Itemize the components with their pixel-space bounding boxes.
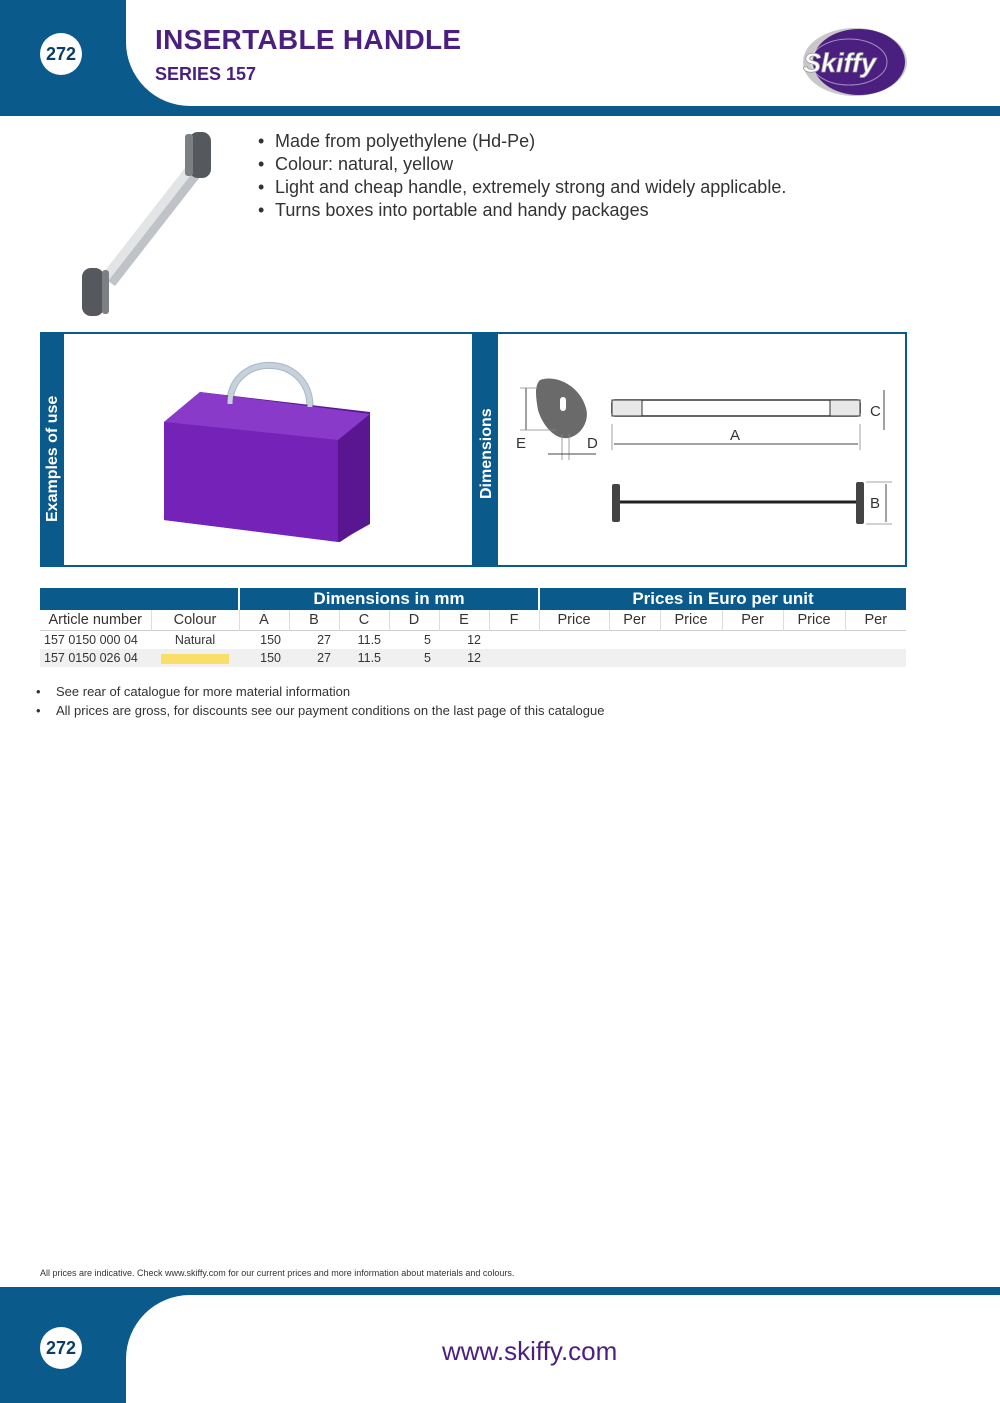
cell-e: 12 xyxy=(439,649,489,667)
cell-f xyxy=(489,631,539,650)
cell-c: 11.5 xyxy=(357,633,381,647)
col-per-1: Per xyxy=(609,610,660,631)
dim-letter-c: C xyxy=(870,403,881,420)
col-article-number: Article number xyxy=(40,610,151,631)
cell-f xyxy=(489,649,539,667)
examples-side-bar xyxy=(42,334,64,565)
cell-price xyxy=(660,631,722,650)
cell-a: 150 xyxy=(260,633,281,647)
cell-price xyxy=(783,649,845,667)
cell-b: 27 xyxy=(289,649,339,667)
col-e: E xyxy=(439,610,489,631)
cell-article: 157 0150 026 04 xyxy=(40,649,151,667)
col-price-2: Price xyxy=(660,610,722,631)
colour-swatch-yellow xyxy=(161,654,229,664)
col-d: D xyxy=(389,610,439,631)
handle-product-image xyxy=(75,128,225,320)
page-number-badge: 272 xyxy=(40,33,82,75)
col-a: A xyxy=(239,610,289,631)
dimensions-side-bar xyxy=(476,334,498,565)
dim-letter-d: D xyxy=(587,435,598,452)
cell-per xyxy=(722,631,783,650)
dimensions-label: Dimensions xyxy=(478,408,495,499)
price-disclaimer: All prices are indicative. Check www.skiffy.com for our current prices and more information about materials and colours. xyxy=(40,1268,515,1278)
dim-letter-e: E xyxy=(516,435,527,452)
cell-b: 27 xyxy=(317,633,331,647)
cell-per xyxy=(845,649,906,667)
page-title: INSERTABLE HANDLE xyxy=(155,24,462,55)
cell-per xyxy=(845,631,906,650)
col-b: B xyxy=(289,610,339,631)
note-item: • All prices are gross, for discounts see our payment conditions on the last page of this catalogue xyxy=(36,701,604,720)
skiffy-logo xyxy=(795,22,910,100)
page-subtitle: SERIES 157 xyxy=(155,64,257,84)
cell-d: 5 xyxy=(389,649,439,667)
handle-top-view xyxy=(612,400,860,416)
table-group-blank xyxy=(40,588,239,610)
footer-page-number-badge: 272 xyxy=(40,1327,82,1369)
cell-colour: Natural xyxy=(174,633,216,647)
feature-item: • Colour: natural, yellow xyxy=(258,153,786,176)
col-f: F xyxy=(489,610,539,631)
note-item: • See rear of catalogue for more material information xyxy=(36,682,604,701)
dim-letter-b: B xyxy=(870,495,881,512)
cell-price xyxy=(539,649,609,667)
box-front xyxy=(164,422,338,542)
cell-price xyxy=(660,649,722,667)
cell-article: 157 0150 000 04 xyxy=(44,633,138,647)
col-per-2: Per xyxy=(722,610,783,631)
dim-letter-a: A xyxy=(730,427,741,444)
cell-c: 11.5 xyxy=(339,649,389,667)
cell-per xyxy=(722,649,783,667)
cell-price xyxy=(783,631,845,650)
feature-item: • Made from polyethylene (Hd-Pe) xyxy=(258,130,786,153)
notes-list xyxy=(36,682,604,720)
product-table xyxy=(40,588,906,667)
feature-item: • Turns boxes into portable and handy packages xyxy=(258,199,786,222)
table-group-prices: Prices in Euro per unit xyxy=(539,588,906,610)
feature-item: • Light and cheap handle, extremely strong and widely applicable. xyxy=(258,176,786,199)
handle-grip-bottom xyxy=(82,268,104,316)
cell-per xyxy=(609,631,660,650)
col-price-1: Price xyxy=(539,610,609,631)
website-link[interactable]: www.skiffy.com xyxy=(442,1336,618,1366)
box-example-image xyxy=(160,352,375,552)
col-c: C xyxy=(339,610,389,631)
table-group-dimensions: Dimensions in mm xyxy=(239,588,539,610)
col-colour: Colour xyxy=(151,610,239,631)
cell-d: 5 xyxy=(424,633,431,647)
cell-a: 150 xyxy=(239,649,289,667)
table-row xyxy=(40,631,906,650)
feature-list xyxy=(258,130,786,222)
examples-label: Examples of use xyxy=(44,395,61,522)
logo-text: Skiffy xyxy=(803,48,877,78)
cell-per xyxy=(609,649,660,667)
examples-panel xyxy=(40,332,474,567)
cell-colour xyxy=(151,649,239,667)
dimensions-drawing xyxy=(516,372,896,532)
col-price-3: Price xyxy=(783,610,845,631)
dimensions-panel xyxy=(474,332,907,567)
cell-e: 12 xyxy=(467,633,481,647)
col-per-3: Per xyxy=(864,612,888,628)
cell-price xyxy=(539,631,609,650)
table-row xyxy=(40,649,906,667)
